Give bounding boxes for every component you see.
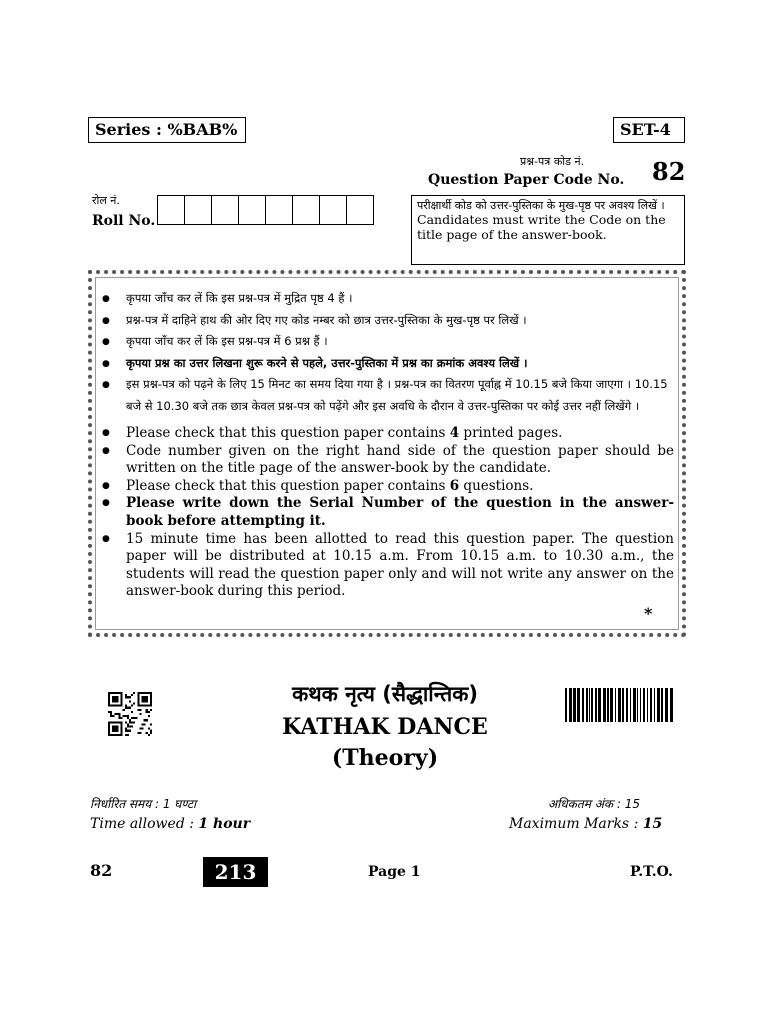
roll-digit-box[interactable]	[346, 195, 374, 225]
instructions-hindi	[102, 288, 674, 417]
instruction-english-item: ● 15 minute time has been allotted to read this question paper. The question paper will be distributed at 10.15 a.m. From 10.15 a.m. to 10.30 a.m., the students will read the question paper only and will not write any answer on the answer-book during this period.	[102, 531, 674, 601]
roll-digit-box[interactable]	[211, 195, 239, 225]
roll-label-english: Roll No.	[92, 213, 156, 229]
maximum-marks-value: 15	[642, 816, 663, 832]
maximum-marks-label: Maximum Marks :	[509, 816, 643, 832]
subject-title-english: KATHAK DANCE	[282, 714, 488, 740]
roll-digit-box[interactable]	[265, 195, 293, 225]
roll-label-hindi: रोल नं.	[92, 194, 120, 207]
instruction-english-item: ● Please check that this question paper contains 6 questions.	[102, 478, 674, 496]
time-allowed-label: Time allowed :	[90, 816, 199, 832]
instructions-box	[88, 270, 686, 637]
time-allowed-value: 1 hour	[198, 816, 251, 832]
set-label: SET-4	[613, 117, 685, 143]
candidate-note-english: Candidates must write the Code on the title page of the answer-book.	[417, 212, 666, 242]
time-allowed-hindi: निर्धारित समय : 1 घण्टा	[90, 797, 197, 811]
roll-digit-box[interactable]	[238, 195, 266, 225]
subject-title-hindi: कथक नृत्य (सैद्धान्तिक)	[292, 682, 478, 706]
subject-subtitle: (Theory)	[331, 745, 439, 771]
code-label-english: Question Paper Code No.	[428, 172, 625, 188]
candidate-note-box	[411, 195, 685, 265]
footer-badge: 213	[203, 857, 268, 887]
instruction-hindi-item: ● इस प्रश्न-पत्र को पढ़ने के लिए 15 मिनट का समय दिया गया है । प्रश्न-पत्र का वितरण पूर्वाह्न में 10.15 बजे किया जाएगा । 10.15 बजे से 10.30 बजे तक छात्र केवल प्रश्न-पत्र को पढ़ेंगे और इस अवधि के दौरान वे उत्तर-पुस्तिका पर कोई उत्तर नहीं लिखेंगे ।	[102, 374, 674, 417]
candidate-note-hindi: परीक्षार्थी कोड को उत्तर-पुस्तिका के मुख-पृष्ठ पर अवश्य लिखें ।	[417, 199, 665, 212]
footer-code: 82	[90, 861, 113, 880]
maximum-marks-hindi: अधिकतम अंक : 15	[548, 797, 641, 811]
instructions-english	[102, 425, 674, 601]
page-number: Page 1	[368, 864, 421, 880]
series-label: Series : %BAB%	[88, 117, 246, 143]
roll-digit-box[interactable]	[292, 195, 320, 225]
roll-number-boxes[interactable]	[157, 195, 373, 225]
roll-digit-box[interactable]	[319, 195, 347, 225]
question-paper-code: 82	[652, 157, 686, 186]
instruction-hindi-item: ● कृपया प्रश्न का उत्तर लिखना शुरू करने से पहले, उत्तर-पुस्तिका में प्रश्न का क्रमांक अवश्य लिखें ।	[102, 353, 674, 375]
maximum-marks-english	[509, 816, 662, 832]
roll-digit-box[interactable]	[157, 195, 185, 225]
code-label-hindi: प्रश्न-पत्र कोड नं.	[520, 155, 585, 168]
instruction-hindi-item: ● कृपया जाँच कर लें कि इस प्रश्न-पत्र में 6 प्रश्न हैं ।	[102, 331, 674, 353]
instruction-hindi-item: ● प्रश्न-पत्र में दाहिने हाथ की ओर दिए गए कोड नम्बर को छात्र उत्तर-पुस्तिका के मुख-पृष्ठ पर लिखें ।	[102, 310, 674, 332]
instruction-hindi-item: ● कृपया जाँच कर लें कि इस प्रश्न-पत्र में मुद्रित पृष्ठ 4 हैं ।	[102, 288, 674, 310]
instruction-english-item: ● Please write down the Serial Number of the question in the answer-book before attempting it.	[102, 495, 674, 530]
qr-code-icon	[108, 692, 152, 736]
pto-label: P.T.O.	[630, 864, 673, 880]
barcode-icon	[565, 688, 677, 722]
time-allowed-english	[90, 816, 250, 832]
star-mark: *	[644, 604, 653, 623]
instruction-english-item: ● Code number given on the right hand side of the question paper should be written on the title page of the answer-book by the candidate.	[102, 443, 674, 478]
roll-digit-box[interactable]	[184, 195, 212, 225]
instruction-english-item: ● Please check that this question paper contains 4 printed pages.	[102, 425, 674, 443]
